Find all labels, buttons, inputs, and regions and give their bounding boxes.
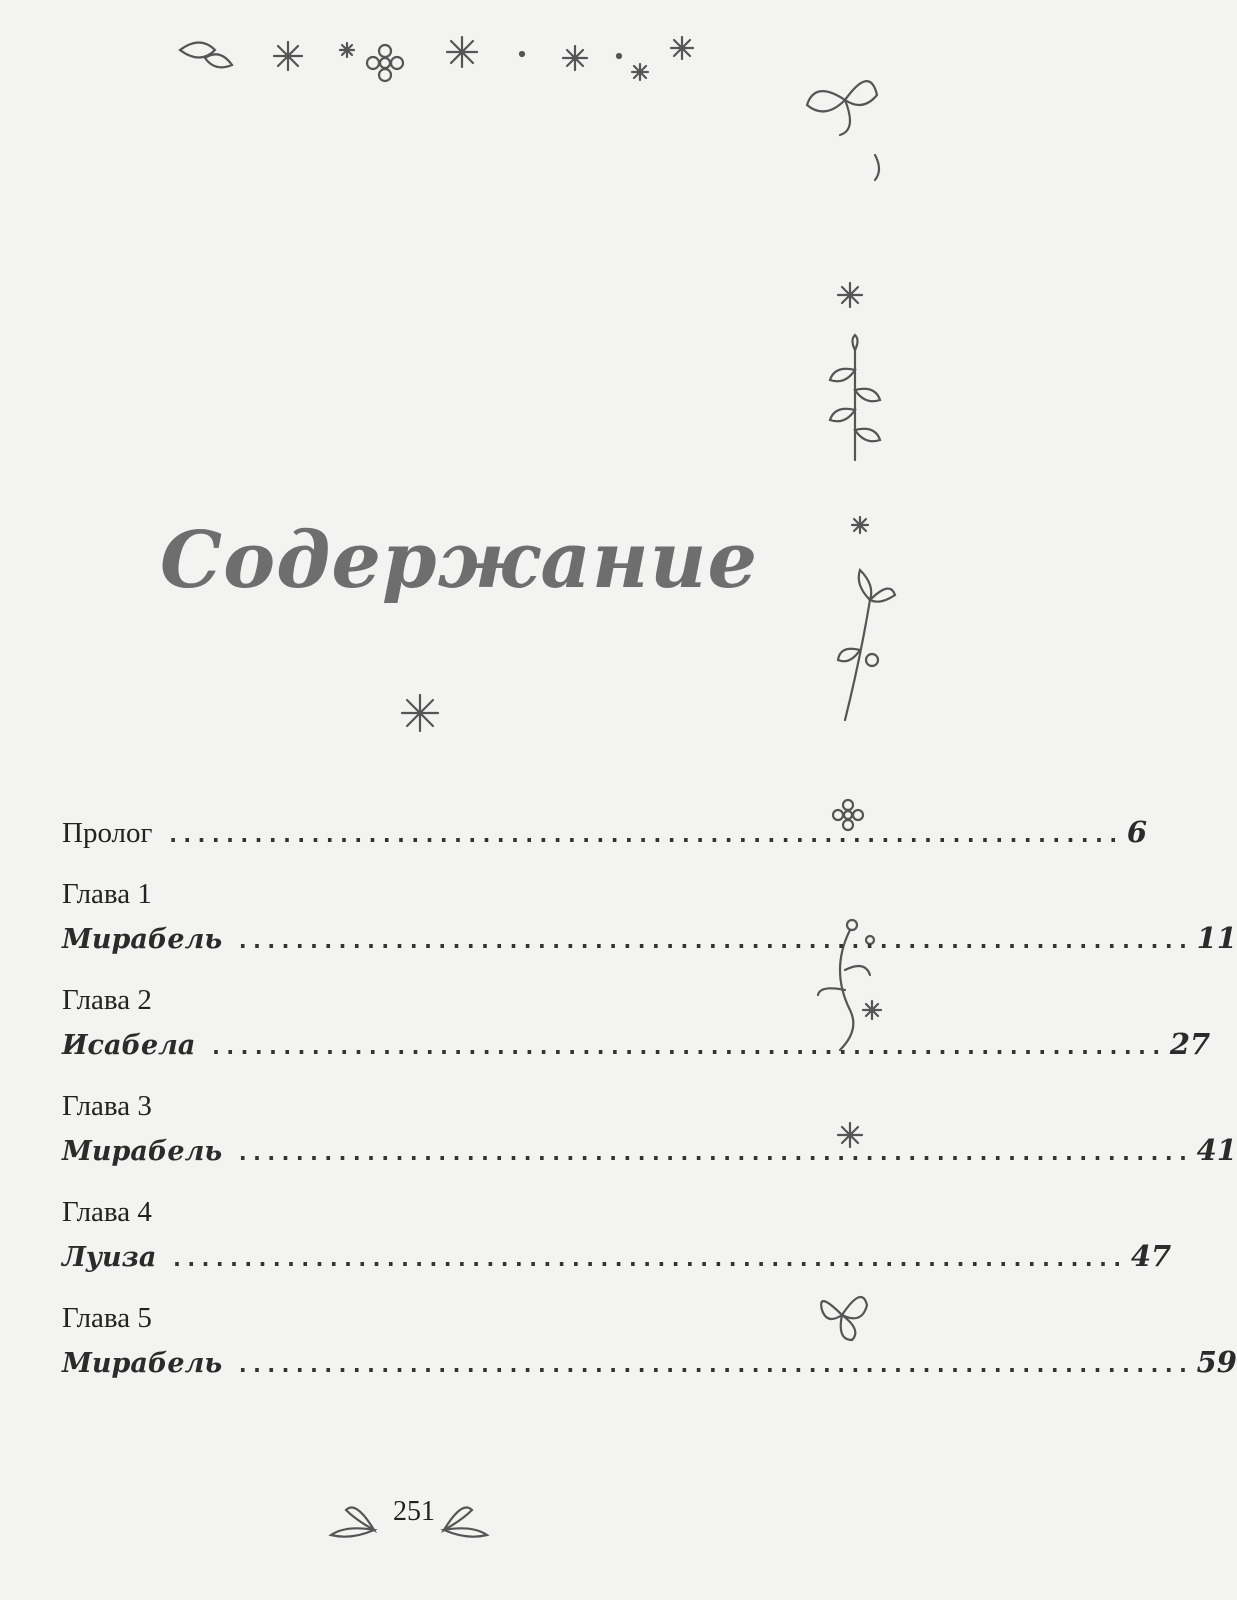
- butterfly-icon: [807, 81, 879, 180]
- flower-icon: [367, 45, 403, 81]
- toc-line: [62, 1020, 1211, 1068]
- page-title: Содержание: [160, 515, 759, 606]
- star-flower-icon: [340, 43, 354, 57]
- entry-name: Луиза: [62, 1242, 157, 1273]
- chapter-label: Глава 4: [62, 1196, 152, 1228]
- dot-leader: ...................................................................: [236, 1141, 1191, 1166]
- toc-line: [62, 1126, 1237, 1174]
- toc-line: [62, 1232, 1172, 1280]
- chapter-label: Глава 5: [62, 1302, 152, 1334]
- star-flower-icon: [447, 37, 477, 67]
- dot-leader: ...................................................................: [209, 1035, 1164, 1060]
- dot-icon: [520, 52, 524, 56]
- dot-icon: [617, 54, 621, 58]
- page-number: 47: [1130, 1239, 1172, 1273]
- dot-leader: ...................................................................: [170, 1247, 1125, 1272]
- star-flower-icon: [671, 37, 693, 59]
- flower-branch-icon: [838, 570, 895, 720]
- toc-line: [62, 808, 1148, 856]
- chapter-label: Глава 1: [62, 878, 152, 910]
- leaf-icon: [180, 43, 232, 68]
- dot-leader: ...................................................................: [236, 1353, 1191, 1378]
- star-flower-icon: [852, 517, 868, 533]
- star-flower-icon: [632, 64, 648, 80]
- toc-entry-chapter-2: [62, 980, 1211, 1068]
- page-number: 41: [1196, 1133, 1237, 1167]
- page-number-footer: 251: [393, 1496, 435, 1527]
- toc-entry-chapter-5: [62, 1298, 1237, 1386]
- chapter-label: Глава 2: [62, 984, 152, 1016]
- entry-name: Пролог: [62, 817, 153, 849]
- page-number: 59: [1196, 1345, 1237, 1379]
- star-flower-icon: [863, 1001, 881, 1019]
- leaf-icon: [821, 1297, 867, 1340]
- table-of-contents: [62, 808, 1237, 1386]
- entry-name: Исабела: [62, 1030, 196, 1061]
- page-number: 11: [1196, 921, 1237, 955]
- star-flower-icon: [397, 690, 443, 736]
- toc-line: [62, 914, 1237, 962]
- toc-entry-chapter-1: [62, 874, 1237, 962]
- star-flower-icon: [838, 283, 862, 307]
- page-number: 6: [1126, 815, 1148, 849]
- toc-entry-chapter-3: [62, 1086, 1237, 1174]
- branch-icon: [830, 335, 880, 460]
- toc-line: [62, 1338, 1237, 1386]
- dot-leader: ...................................................................: [236, 929, 1191, 954]
- toc-entry-prolog: [62, 808, 1148, 856]
- star-flower-icon: [563, 46, 587, 70]
- entry-name: Мирабель: [62, 1136, 223, 1167]
- chapter-label: Глава 3: [62, 1090, 152, 1122]
- left-leaf-ornament-icon: [326, 1500, 378, 1540]
- top-floral-border: [170, 30, 730, 100]
- page-number: 27: [1169, 1027, 1211, 1061]
- entry-name: Мирабель: [62, 924, 223, 955]
- star-flower-icon: [274, 42, 302, 70]
- entry-name: Мирабель: [62, 1348, 223, 1379]
- toc-entry-chapter-4: [62, 1192, 1172, 1280]
- right-leaf-ornament-icon: [440, 1500, 492, 1540]
- dot-leader: ...................................................................: [166, 823, 1121, 848]
